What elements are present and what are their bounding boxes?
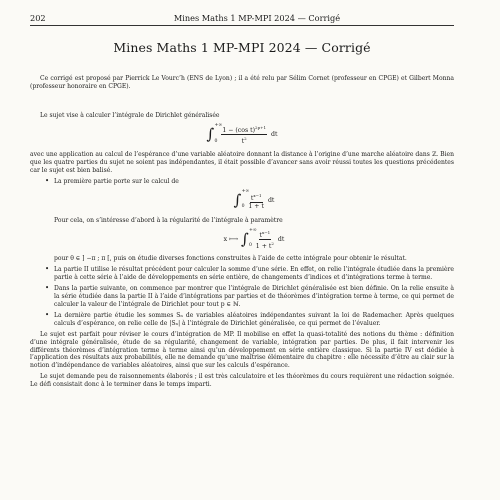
- integrand-denominator: 1 + t: [248, 202, 264, 210]
- differential: dt: [271, 131, 278, 139]
- parts-list: [30, 178, 454, 328]
- denominator-exponent: 2: [244, 136, 247, 142]
- part1-middle: Pour cela, on s’intéresse d’abord à la régularité de l’intégrale à paramètre: [54, 216, 283, 224]
- integral-upper-bound: +∞: [248, 227, 257, 233]
- review-paragraph: Le sujet est parfait pour réviser le cours d’intégration de MP. Il mobilise en effet la quasi-totalité des notions du thème : définition d’une intégrale généralisée, étude de sa régularité, changement de variable, intégration par parties. De plus, il fait intervenir les différents théorèmes d’intégration terme à terme ainsi qu’un développement en série entière classique. Si la partie IV est dédiée à l’application des résultats aux probabilités, elle ne demande qu’une maîtrise élémentaire du chapitre : elle nécessite d’être au clair sur la notion d’indépendance de variables aléatoires, ainsi que sur les calculs d’espérance.: [30, 330, 454, 370]
- integral-upper-bound: +∞: [214, 123, 223, 129]
- parametric-integral-equation: x ⟼ ∫ +∞ 0 $\frac{t^{x-1}}{1 + t^2}$ dt: [223, 227, 285, 251]
- list-item: [54, 285, 454, 309]
- numerator-exponent: x−1: [262, 229, 271, 235]
- integrand-numerator: t: [259, 231, 263, 239]
- numerator-exponent: x−1: [253, 192, 262, 198]
- intro-paragraph: Le sujet vise à calculer l’intégrale de Dirichlet généralisée: [40, 112, 220, 120]
- part3-description: Dans la partie suivante, on commence par montrer que l’intégrale de Dirichlet généralisée est bien définie. On la relie ensuite à la série étudiée dans la partie II à l’aide d’intégrations par parties et de théorèmes d’intégration terme à terme, ce qui permet de calculer la valeur de l’intégrale de Dirichlet pour tout p ∈ ℕ.: [54, 285, 454, 308]
- credits-paragraph: Ce corrigé est proposé par Pierrick Le Vourc’h (ENS de Lyon) ; il a été relu par Sélim Cornet (professeur en CPGE) et Gilbert Monna (professeur honoraire en CPGE).: [30, 75, 454, 91]
- intro-continuation: avec une application au calcul de l’espérance d’une variable aléatoire donnant la distance à l’origine d’une marche aléatoire dans ℤ. Bien que les quatre parties du sujet ne soient pas indépendantes, il était possible d’avancer sans avoir réussi toutes les questions précédentes car le sujet est bien balisé.: [30, 150, 454, 174]
- list-item: [54, 312, 454, 328]
- differential: dt: [277, 235, 285, 243]
- part1-lead: • La première partie porte sur le calcul de: [54, 177, 179, 185]
- integrand-denominator: 1 + t: [255, 243, 272, 251]
- document-title: Mines Maths 1 MP-MPI 2024 — Corrigé: [113, 40, 371, 56]
- denominator-exponent: 2: [271, 240, 274, 246]
- part1-integral-equation: ∫ +∞ 0 $\frac{t^{x-1}}{1 + t}$ dt: [233, 189, 275, 210]
- page-number: 202: [30, 13, 46, 23]
- part1-tail: pour θ ∈ ] −π ; π [, puis on étudie diverses fonctions construites à l’aide de cette intégrale pour obtenir le résultat.: [54, 255, 407, 263]
- list-item: [54, 178, 454, 264]
- dirichlet-integral-equation: ∫ +∞ 0 $\frac{1 - (\cos t)^{2p+1}}{t^2}$ dt: [206, 123, 278, 146]
- running-head-title: Mines Maths 1 MP-MPI 2024 — Corrigé: [173, 13, 341, 23]
- list-item: [54, 266, 454, 282]
- integral-upper-bound: +∞: [241, 189, 250, 195]
- integrand-denominator: t: [241, 138, 245, 146]
- differential: dt: [267, 196, 275, 204]
- integral-lower-bound: 0: [248, 243, 252, 249]
- numerator-exponent: 2p+1: [255, 125, 267, 131]
- running-head: [30, 14, 454, 26]
- part2-description: La partie II utilise le résultat précédent pour calculer la somme d’une série. En effet, on relie l’intégrale étudiée dans la première partie à cette série à l’aide de développements en série entière, de changements d’indices et d’intégrations terme à terme.: [54, 266, 454, 282]
- difficulty-paragraph: Le sujet demande peu de raisonnements élaborés ; il est très calculatoire et les théorèmes du cours requièrent une rédaction soignée. Le défi consistait donc à le terminer dans le temps imparti.: [30, 373, 454, 389]
- integral-lower-bound: 0: [241, 204, 245, 210]
- map-prefix: x ⟼: [223, 235, 238, 243]
- integrand-numerator: t: [250, 194, 254, 202]
- integral-lower-bound: 0: [214, 138, 218, 144]
- integrand-numerator: 1 − (cos t): [222, 127, 256, 135]
- part4-description: La dernière partie étudie les sommes Sₙ de variables aléatoires indépendantes suivant la loi de Rademacher. Après quelques calculs d’espérance, on relie celle de |Sₙ| à l’intégrale de Dirichlet généralisée, ce qui permet de l’évaluer.: [54, 311, 454, 327]
